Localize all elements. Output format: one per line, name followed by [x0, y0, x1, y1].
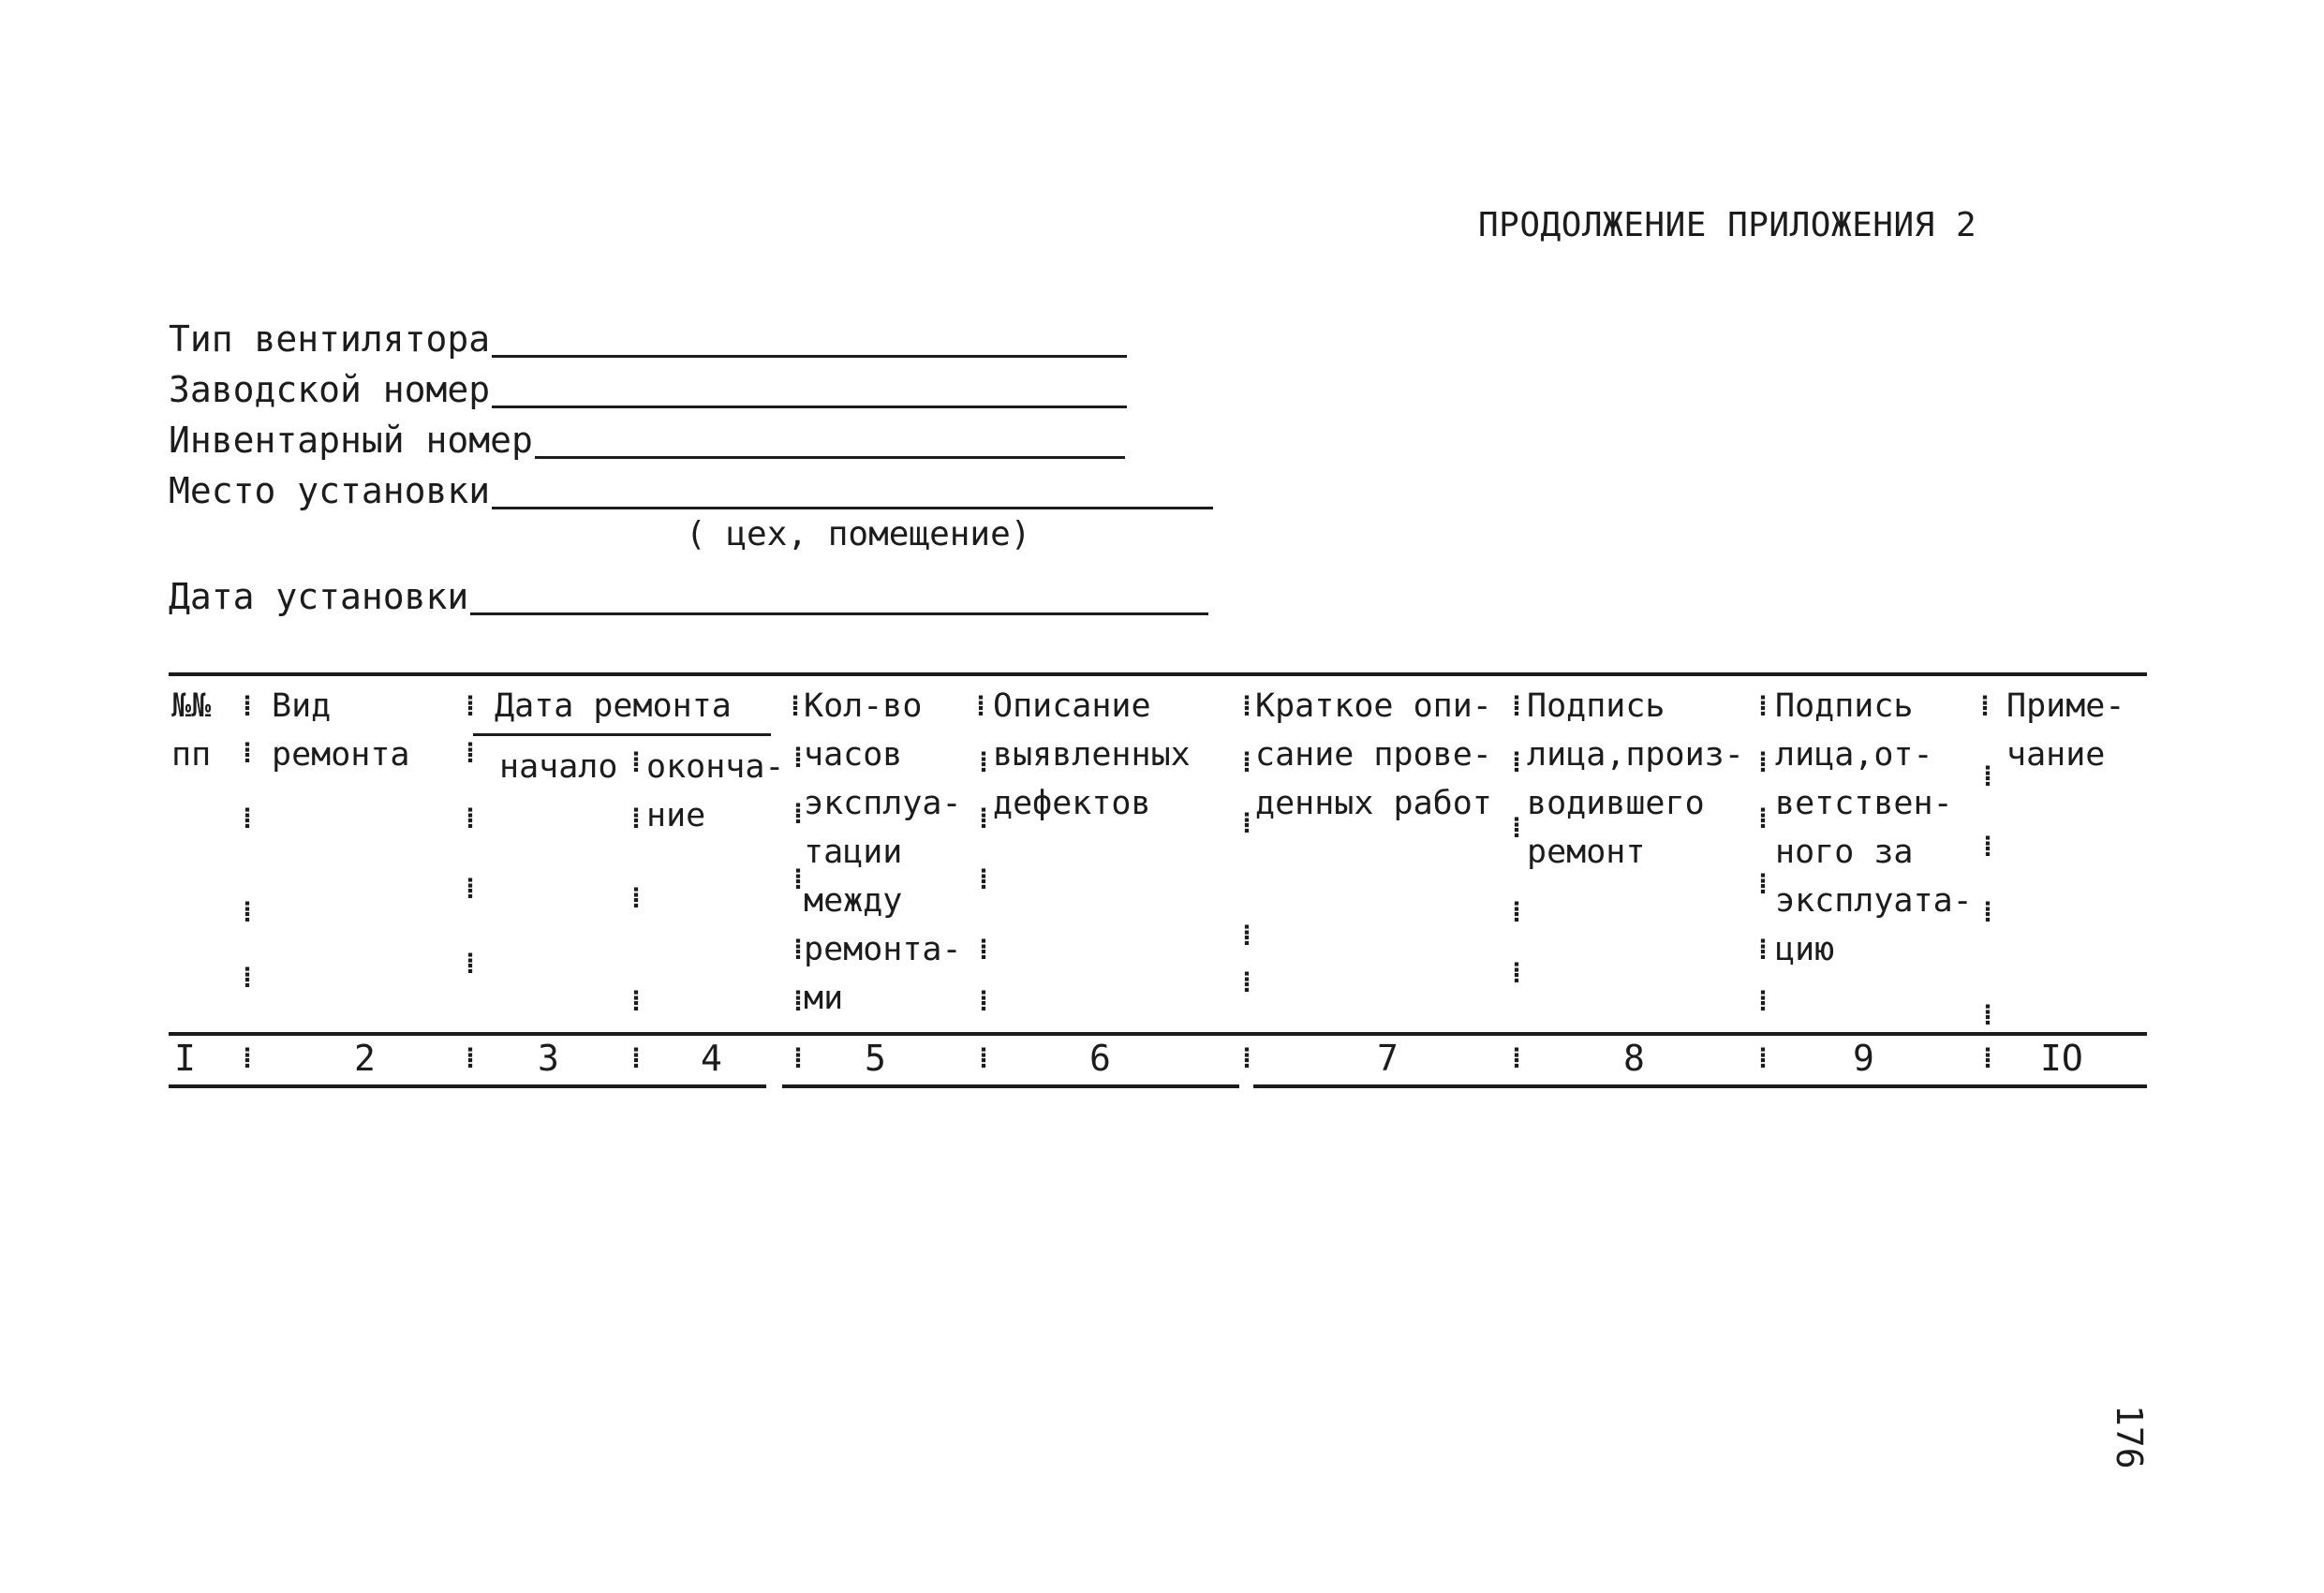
- install-date-line[interactable]: [470, 575, 1208, 615]
- header-col-9-line-3: ветствен-: [1775, 785, 1953, 822]
- separator-mark: ⁞: [1238, 807, 1256, 840]
- separator-mark: ⁞: [1508, 957, 1526, 990]
- fan-info-fields: [169, 309, 1236, 617]
- separator-mark: ⁞: [628, 746, 645, 779]
- separator-mark: ⁞: [972, 690, 990, 723]
- separator-mark: ⁞: [1508, 1042, 1526, 1075]
- install-location-note: ( цех, помещение): [686, 515, 1031, 553]
- separator-mark: ⁞: [1754, 985, 1772, 1018]
- separator-mark: ⁞: [975, 934, 993, 966]
- table-bottom-rule-mid: [782, 1084, 1239, 1088]
- header-col-8-line-3: водившего: [1527, 785, 1705, 822]
- separator-mark: ⁞: [628, 985, 645, 1018]
- header-col-9-line-2: лица,от-: [1775, 736, 1933, 774]
- separator-mark: ⁞: [628, 803, 645, 835]
- separator-mark: ⁞: [1508, 746, 1526, 779]
- separator-mark: ⁞: [1754, 868, 1772, 901]
- separator-mark: ⁞: [790, 863, 807, 896]
- table-bottom-rule-left: [169, 1084, 766, 1088]
- serial-number-field: [169, 360, 1236, 410]
- header-col-2-line-2: ремонта: [272, 736, 410, 774]
- header-col-8-line-4: ремонт: [1527, 833, 1646, 871]
- separator-mark: ⁞: [1979, 999, 1997, 1032]
- serial-number-label: Заводской номер: [169, 369, 491, 410]
- separator-mark: ⁞: [790, 985, 807, 1018]
- column-number-1: I: [174, 1038, 196, 1079]
- header-col-5-line-1: Кол-во: [804, 687, 923, 725]
- header-col-8-line-2: лица,произ-: [1527, 736, 1744, 774]
- separator-mark: ⁞: [462, 737, 480, 770]
- separator-mark: ⁞: [462, 873, 480, 906]
- separator-mark: ⁞: [239, 896, 257, 929]
- page-number: 176: [2109, 1405, 2150, 1469]
- column-number-8: 8: [1623, 1038, 1645, 1079]
- separator-mark: ⁞: [1979, 896, 1997, 929]
- separator-mark: ⁞: [628, 1042, 645, 1075]
- separator-mark: ⁞: [975, 1042, 993, 1075]
- fan-type-field: [169, 309, 1236, 360]
- install-date-field: [169, 567, 1236, 617]
- header-col-9: [1775, 682, 1973, 974]
- serial-number-line[interactable]: [492, 368, 1127, 408]
- header-col-10-line-2: чание: [2006, 736, 2106, 774]
- separator-mark: ⁞: [239, 690, 257, 723]
- header-col-8: [1527, 682, 1744, 877]
- separator-mark: ⁞: [790, 742, 807, 774]
- header-col-5: [804, 682, 962, 1023]
- header-col-10-line-1: Приме-: [2006, 687, 2125, 725]
- separator-mark: ⁞: [1238, 746, 1256, 779]
- separator-mark: ⁞: [1754, 746, 1772, 779]
- separator-mark: ⁞: [239, 737, 257, 770]
- appendix-heading: ПРОДОЛЖЕНИЕ ПРИЛОЖЕНИЯ 2: [1478, 206, 1977, 244]
- header-col-2: [272, 682, 410, 779]
- separator-mark: ⁞: [1238, 966, 1256, 999]
- header-col-10: [2006, 682, 2124, 779]
- subheader-end-line-1: оконча-: [646, 748, 785, 786]
- fan-type-label: Тип вентилятора: [169, 318, 491, 360]
- separator-mark: ⁞: [239, 1042, 257, 1075]
- separator-mark: ⁞: [1979, 831, 1997, 863]
- separator-mark: ⁞: [790, 934, 807, 966]
- header-col-9-line-5: эксплуата-: [1775, 882, 1973, 920]
- separator-mark: ⁞: [1754, 1042, 1772, 1075]
- separator-mark: ⁞: [462, 803, 480, 835]
- table-top-rule: [169, 672, 2147, 676]
- separator-mark: ⁞: [628, 882, 645, 915]
- header-col-9-line-6: цию: [1775, 931, 1835, 968]
- separator-mark: ⁞: [1238, 1042, 1256, 1075]
- separator-mark: ⁞: [462, 1042, 480, 1075]
- separator-mark: ⁞: [1754, 934, 1772, 966]
- column-number-7: 7: [1377, 1038, 1399, 1079]
- subheader-start: начало: [499, 748, 618, 786]
- separator-mark: ⁞: [975, 985, 993, 1018]
- separator-mark: ⁞: [239, 962, 257, 995]
- fan-type-line[interactable]: [492, 317, 1127, 358]
- header-col-6: [993, 682, 1191, 828]
- column-number-10: IO: [2040, 1038, 2083, 1079]
- header-col-5-line-5: между: [804, 882, 903, 920]
- separator-mark: ⁞: [1976, 690, 1994, 723]
- install-location-line[interactable]: [492, 469, 1213, 509]
- header-col-9-line-1: Подпись: [1775, 687, 1914, 725]
- install-location-field: [169, 461, 1236, 511]
- column-number-3: 3: [538, 1038, 559, 1079]
- separator-mark: ⁞: [787, 690, 805, 723]
- subheader-end-line-2: ние: [646, 797, 706, 834]
- install-date-label: Дата установки: [169, 576, 469, 617]
- header-col-5-line-6: ремонта-: [804, 931, 962, 968]
- separator-mark: ⁞: [790, 798, 807, 831]
- install-location-label: Место установки: [169, 470, 491, 511]
- table-bottom-rule-right: [1253, 1084, 2147, 1088]
- separator-mark: ⁞: [1754, 690, 1772, 723]
- column-number-6: 6: [1089, 1038, 1111, 1079]
- column-number-5: 5: [865, 1038, 886, 1079]
- separator-mark: ⁞: [1238, 920, 1256, 952]
- separator-mark: ⁞: [975, 863, 993, 896]
- header-col-5-line-3: эксплуа-: [804, 785, 962, 822]
- header-col-7-line-2: сание прове-: [1255, 736, 1492, 774]
- column-number-2: 2: [354, 1038, 376, 1079]
- inventory-number-line[interactable]: [535, 419, 1125, 459]
- separator-mark: ⁞: [462, 690, 480, 723]
- separator-mark: ⁞: [975, 803, 993, 835]
- separator-mark: ⁞: [239, 803, 257, 835]
- header-col-5-line-4: тации: [804, 833, 903, 871]
- header-col-9-line-4: ного за: [1775, 833, 1914, 871]
- separator-mark: ⁞: [1508, 896, 1526, 929]
- header-col-1: [171, 682, 211, 779]
- header-col-1-line-1: №№: [171, 687, 212, 725]
- column-number-9: 9: [1853, 1038, 1874, 1079]
- inventory-number-label: Инвентарный номер: [169, 420, 533, 461]
- separator-mark: ⁞: [462, 948, 480, 981]
- separator-mark: ⁞: [1508, 812, 1526, 845]
- header-col-7: [1255, 682, 1492, 828]
- separator-mark: ⁞: [1754, 803, 1772, 835]
- header-col-8-line-1: Подпись: [1527, 687, 1665, 725]
- header-col-6-line-3: дефектов: [993, 785, 1151, 822]
- repair-date-divider: [473, 733, 771, 736]
- separator-mark: ⁞: [1979, 760, 1997, 793]
- separator-mark: ⁞: [790, 1042, 807, 1075]
- inventory-number-field: [169, 410, 1236, 461]
- separator-mark: ⁞: [1508, 690, 1526, 723]
- separator-mark: ⁞: [1979, 1042, 1997, 1075]
- header-col-6-line-2: выявленных: [993, 736, 1191, 774]
- separator-mark: ⁞: [975, 746, 993, 779]
- header-col-6-line-1: Описание: [993, 687, 1151, 725]
- header-repair-date: Дата ремонта: [495, 687, 732, 725]
- header-col-7-line-1: Краткое опи-: [1255, 687, 1492, 725]
- header-col-7-line-3: денных работ: [1255, 785, 1492, 822]
- header-col-2-line-1: Вид: [272, 687, 332, 725]
- subheader-end: [646, 743, 785, 840]
- header-col-1-line-2: пп: [171, 736, 212, 774]
- header-col-5-line-2: часов: [804, 736, 903, 774]
- column-number-4: 4: [701, 1038, 722, 1079]
- header-col-5-line-7: ми: [804, 980, 844, 1017]
- separator-mark: ⁞: [1238, 690, 1256, 723]
- header-col-3-4: [495, 682, 732, 730]
- header-bottom-rule: [169, 1032, 2147, 1036]
